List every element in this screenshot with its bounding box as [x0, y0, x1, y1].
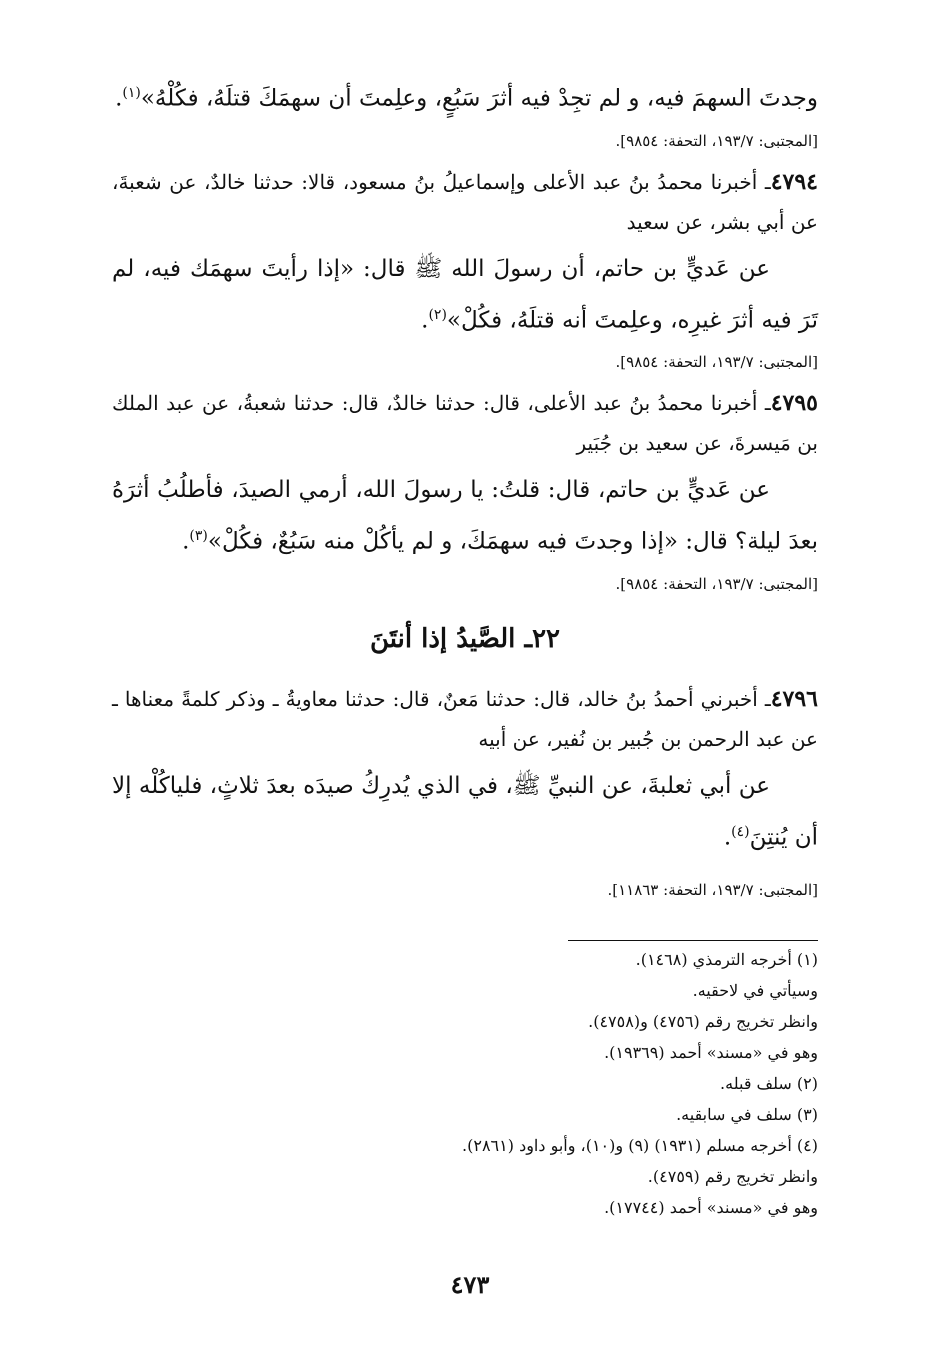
hadith-text	[112, 763, 818, 861]
hadith-number: ٤٧٩٥	[770, 390, 818, 417]
hadith-text	[112, 467, 818, 565]
footnote-divider	[568, 940, 818, 941]
hadith-chain	[112, 383, 818, 463]
page-number: ٤٧٣	[450, 1270, 490, 1299]
punctuation: .	[421, 307, 429, 334]
footnotes	[300, 944, 818, 1223]
footnote-line: وهو في «مسند» أحمد (١٧٧٤٤).	[604, 1198, 818, 1217]
section-heading: ٢٢ـ الصَّيدُ إذا أنتَنَ	[369, 623, 561, 654]
footnote-line: وهو في «مسند» أحمد (١٩٣٦٩).	[604, 1043, 818, 1062]
citation-reference: [المجتبى: ١٩٣/٧، التحفة: ٩٨٥٤].	[615, 131, 818, 150]
footnote-line: وانظر تخريج رقم (٤٧٥٩).	[647, 1167, 818, 1186]
footnote-marker: (٢)	[428, 306, 447, 323]
footnote-line: (٤) أخرجه مسلم (١٩٣١) (٩) و(١٠)، وأبو داود (٢٨٦١).	[462, 1136, 818, 1155]
paragraph-text: وجدتَ السهمَ فيه، و لم تجِدْ فيه أثرَ سَبُعٍ، وعلِمتَ أن سهمَكَ قتلَهُ، فكُلْهُ»	[140, 85, 818, 112]
hadith-number: ٤٧٩٤	[770, 168, 818, 195]
punctuation: .	[115, 85, 123, 112]
footnote-marker: (٣)	[189, 528, 208, 545]
hadith-chain-text: ـ أخبرني أحمدُ بنُ خالد، قال: حدثنا مَعنٌ، قال: حدثنا معاويةُ ـ وذكر كلمةً معناها ـ عن عبد الرحمن بن جُبير بن نُفير، عن أبيه	[112, 686, 818, 751]
main-text	[112, 70, 818, 911]
footnote-marker: (١)	[122, 85, 141, 101]
footnote-line: وسيأتي في لاحقيه.	[692, 981, 818, 1000]
hadith-chain-text: ـ أخبرنا محمدُ بنُ عبد الأعلى وإسماعيلُ بنُ مسعود، قالا: حدثنا خالدٌ، عن شعبةَ، عن أبي بشر، عن سعيد	[112, 169, 818, 234]
footnote-line: (٢) سلف قبله.	[720, 1074, 818, 1093]
hadith-number: ٤٧٩٦	[770, 685, 818, 712]
paragraph-text: عن عَديٍّ بن حاتم، أن رسولَ الله ﷺ قال: «إذا رأيتَ سهمَك فيه، لم تَرَ فيه أثرَ غيرِه، وعلِمتَ أنه قتلَهُ، فكُلْ»	[112, 255, 818, 334]
punctuation: .	[182, 528, 190, 555]
footnote-line: (١) أخرجه الترمذي (١٤٦٨).	[635, 950, 818, 969]
punctuation: .	[723, 824, 732, 851]
paragraph-text: عن عَديٍّ بن حاتم، قال: قلتُ: يا رسولَ الله، أرمي الصيدَ، فأطلُبُ أثرَهُ بعدَ ليلة؟ قال: «إذا وجدتَ فيه سهمَكَ، و لم يأكُلْ منه سَبُعٌ، فكُلْ»	[112, 477, 818, 555]
footnote-line: (٣) سلف في سابقيه.	[676, 1105, 818, 1124]
hadith-chain-text: ـ أخبرنا محمدُ بنُ عبد الأعلى، قال: حدثنا خالدٌ، قال: حدثنا شعبةُ، عن عبد الملك بن مَيسرةَ، عن سعيد بن جُبَير	[112, 391, 818, 456]
footnote-marker: (٤)	[731, 823, 750, 840]
citation-reference: [المجتبى: ١٩٣/٧، التحفة: ٩٨٥٤].	[615, 353, 818, 372]
citation-reference: [المجتبى: ١٩٣/٧، التحفة: ١١٨٦٣].	[607, 880, 818, 899]
footnote-line: وانظر تخريج رقم (٤٧٥٦) و(٤٧٥٨).	[588, 1012, 818, 1031]
paragraph	[112, 70, 818, 122]
hadith-text	[112, 246, 818, 344]
paragraph-text: عن أبي ثعلبةَ، عن النبيِّ ﷺ، في الذي يُدرِكُ صيدَه بعدَ ثلاثٍ، فلياكُلْه إلا أن يُنتِنَ	[112, 772, 818, 851]
hadith-chain	[112, 162, 818, 242]
citation-reference: [المجتبى: ١٩٣/٧، التحفة: ٩٨٥٤].	[615, 574, 818, 593]
hadith-chain	[112, 679, 818, 759]
